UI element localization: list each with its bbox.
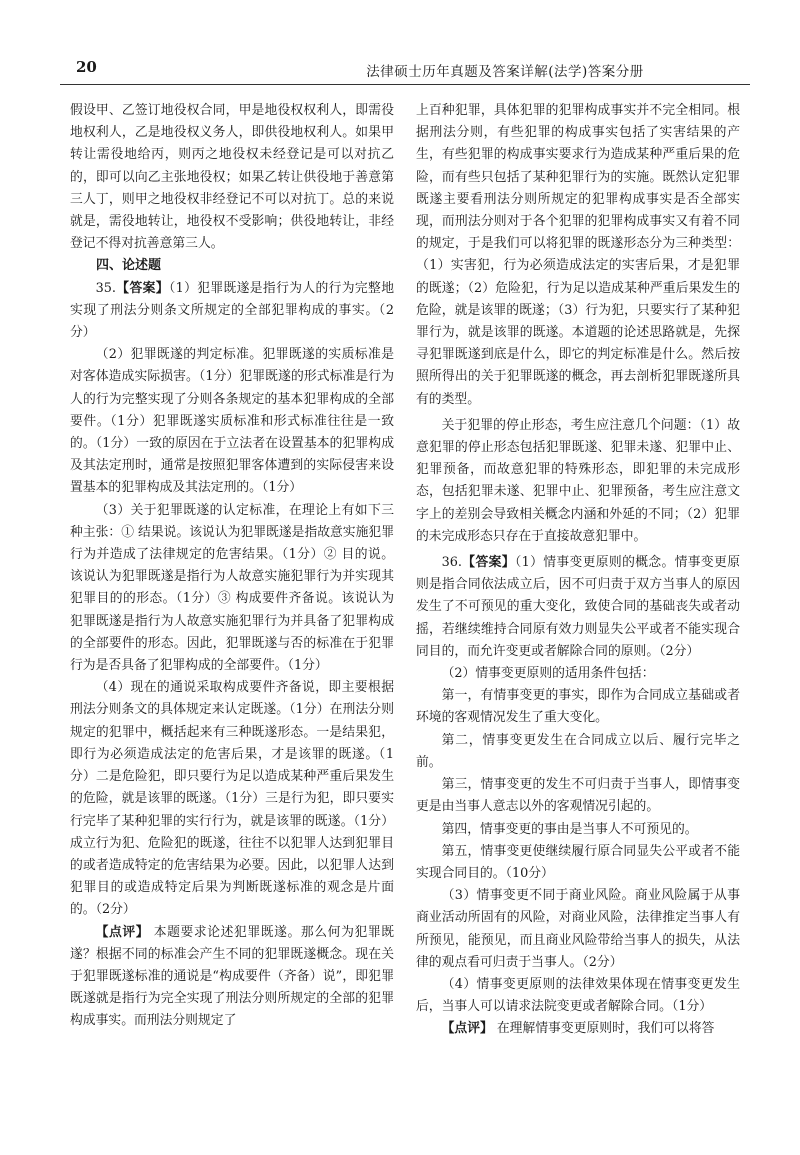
q35-text-1: （1）犯罪既遂是指行为人的行为完整地实现了刑法分则条文所规定的全部犯罪构成的事实。（2分）: [70, 280, 394, 341]
comment-paragraph: [70, 922, 394, 1033]
q36-text-1: （1）情事变更原则的概念。情事变更原则是指合同依法成立后，因不可归责于双方当事人的原因发生了不可预见的重大变化，致使合同的基础丧失或者动摇，若继续维持合同原有效力则显失公平或者不能实现合同目的，而允许变更或者解除合同的原则。（2分）: [416, 555, 740, 659]
running-header: 法律硕士历年真题及答案详解(法学)答案分册: [366, 64, 644, 80]
q36-condition-2: 第二，情事变更发生在合同成立以后、履行完毕之前。: [416, 732, 740, 770]
q35-paragraph-3: （3）关于犯罪既遂的认定标准，在理论上有如下三种主张：① 结果说。该说认为犯罪既遂是指故意实施犯罪行为并造成了法律规定的危害结果。（1分）② 目的说。该说认为犯罪既遂是指行为人故意实施犯罪行为并实现其犯罪目的的形态。（1分）③ 构成要件齐备说。该说认为犯罪既遂是指行为人故意实施犯罪行为并具备了犯罪构成的全部要件的形态。因此，犯罪既遂与否的标准在于犯罪行为是否具备了犯罪构成的全部要件。（1分）: [70, 502, 394, 674]
question-number: 35.: [95, 280, 116, 296]
q35-paragraph-4: （4）现在的通说采取构成要件齐备说，即主要根据刑法分则条文的具体规定来认定既遂。（1分）在刑法分则规定的犯罪中，概括起来有三种既遂形态。一是结果犯，即行为必须造成法定的危害后果，才是该罪的既遂。（1分）二是危险犯，即只要行为足以造成某种严重后果发生的危险，就是该罪的既遂。（1分）三是行为犯，即只要实行完毕了某种犯罪的实行行为，就是该罪的既遂。（1分）成立行为犯、危险犯的既遂，往往不以犯罪人达到犯罪目的或者造成特定的危害结果为必要。因此，以犯罪人达到犯罪目的或造成特定后果为判断既遂标准的观念是片面的。（2分）: [70, 680, 394, 918]
q35-paragraph-2: （2）犯罪既遂的判定标准。犯罪既遂的实质标准是对客体造成实际损害。（1分）犯罪既遂的形式标准是行为人的行为完整实现了分则各条规定的基本犯罪构成的全部要件。（1分）犯罪既遂实质标准和形式标准往往是一致的。（1分）一致的原因在于立法者在设置基本的犯罪构成及其法定刑时，通常是按照犯罪客体遭到的实际侵害来设置基本的犯罪构成及其法定刑的。（1分）: [70, 347, 394, 496]
q36-condition-5: 第五，情事变更使继续履行原合同显失公平或者不能实现合同目的。（10分）: [416, 843, 740, 881]
q36-condition-3: 第三，情事变更的发生不可归责于当事人，即情事变更是由当事人意志以外的客观情况引起的。: [416, 777, 740, 815]
right-column: [416, 100, 740, 1041]
comment-label: 【点评】: [95, 924, 150, 940]
header-rule: [60, 84, 750, 85]
q36-condition-1: 第一，有情事变更的事实，即作为合同成立基础或者环境的客观情况发生了重大变化。: [416, 688, 740, 726]
answer-label: 【答案】: [115, 280, 169, 296]
section-heading: 四、论述题: [96, 258, 162, 274]
left-column: [70, 100, 394, 1033]
continued-paragraph: 假设甲、乙签订地役权合同，甲是地役权权利人，即需役地权利人，乙是地役权义务人，即供役地权利人。如果甲转让需役地给丙，则丙之地役权未经登记是可以对抗乙的，即可以向乙主张地役权；如果乙转让供役地于善意第三人丁，则甲之地役权非经登记不可以对抗丁。总的来说就是，需役地转让，地役权不受影响；供役地转让，非经登记不得对抗善意第三人。: [70, 103, 394, 252]
q35-paragraph-1: [70, 278, 394, 345]
comment-label: 【点评】: [441, 1021, 493, 1037]
stop-form-paragraph: 关于犯罪的停止形态，考生应注意几个问题：（1）故意犯罪的停止形态包括犯罪既遂、犯罪未遂、犯罪中止、犯罪预备，而故意犯罪的特殊形态，即犯罪的未完成形态，包括犯罪未遂、犯罪中止、犯罪预备，考生应注意文字上的差别会导致相关概念内涵和外延的不同；（2）犯罪的未完成形态只存在于直接故意犯罪中。: [416, 417, 740, 544]
q36-condition-4: 第四，情事变更的事由是当事人不可预见的。: [441, 821, 698, 837]
comment-text: 在理解情事变更原则时，我们可以将答: [496, 1021, 715, 1037]
page-number: 20: [76, 58, 97, 76]
q36-paragraph-3: （3）情事变更不同于商业风险。商业风险属于从事商业活动所固有的风险，对商业风险，法律推定当事人有所预见，能预见，而且商业风险带给当事人的损失，从法律的观点看可归责于当事人。（2分）: [416, 888, 740, 970]
q36-paragraph-2: （2）情事变更原则的适用条件包括：: [441, 666, 655, 682]
question-number: 36.: [441, 555, 462, 571]
answer-label: 【答案】: [461, 555, 515, 571]
q36-paragraph-4: （4）情事变更原则的法律效果体现在情事变更发生后，当事人可以请求法院变更或者解除合同。（1分）: [416, 976, 740, 1015]
q36-paragraph-1: [416, 552, 740, 663]
continued-paragraph: 上百种犯罪，具体犯罪的犯罪构成事实并不完全相同。根据刑法分则，有些犯罪的构成事实包括了实害结果的产生，有些犯罪的构成事实要求行为造成某种严重后果的危险，而有些只包括了某种犯罪行为的实施。既然认定犯罪既遂主要看刑法分则所规定的犯罪构成事实是否全部实现，而刑法分则对于各个犯罪的犯罪构成事实又有着不同的规定，于是我们可以将犯罪的既遂形态分为三种类型：（1）实害犯，行为必须造成法定的实害后果，才是犯罪的既遂；（2）危险犯，行为足以造成某种严重后果发生的危险，就是该罪的既遂；（3）行为犯，只要实行了某种犯罪行为，就是该罪的既遂。本道题的论述思路就是，先探寻犯罪既遂到底是什么，即它的判定标准是什么。然后按照所得出的关于犯罪既遂的概念，再去剖析犯罪既遂所具有的类型。: [416, 103, 740, 407]
comment-text: 本题要求论述犯罪既遂。那么何为犯罪既遂？根据不同的标准会产生不同的犯罪既遂概念。现在关于犯罪既遂标准的通说是“构成要件（齐备）说”，即犯罪既遂就是指行为完全实现了刑法分则所规定的全部的犯罪构成事实。而刑法分则规定了: [70, 924, 394, 1029]
comment-paragraph: [416, 1018, 740, 1040]
